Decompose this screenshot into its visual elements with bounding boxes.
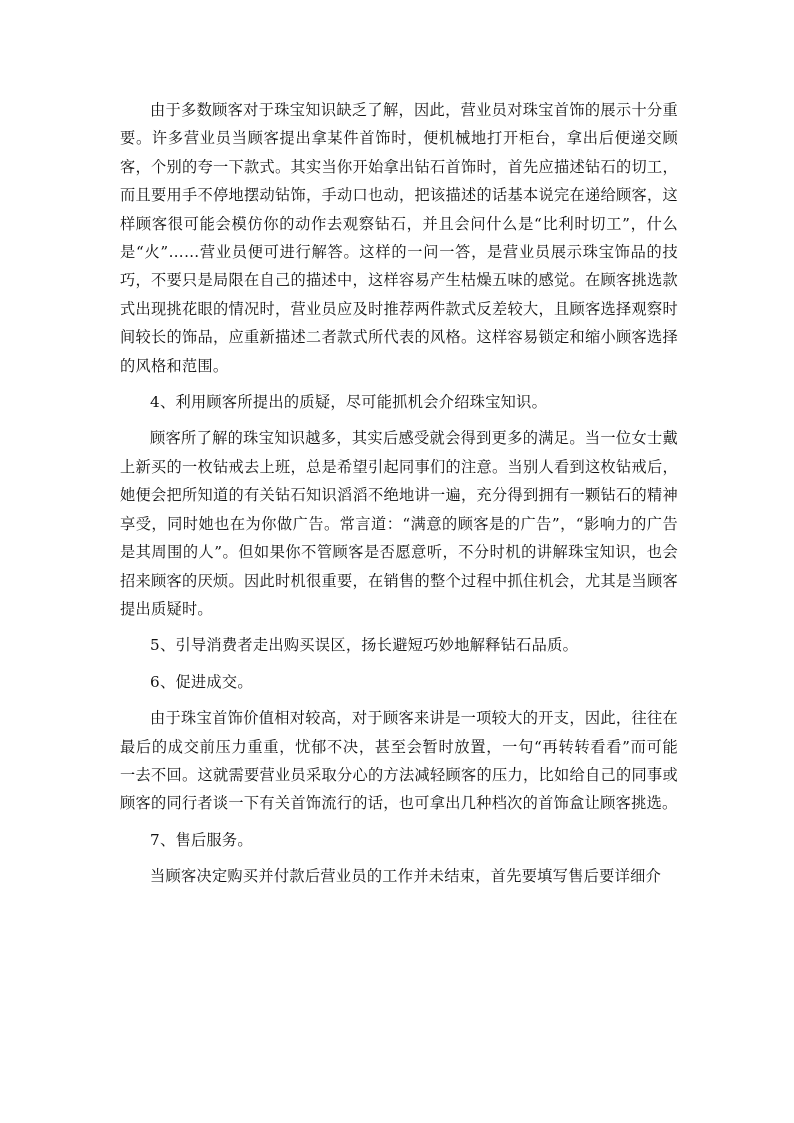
section-heading-5: 5、引导消费者走出购买误区，扬长避短巧妙地解释钻石品质。	[150, 636, 579, 655]
paragraph-after-sales: 当顾客决定购买并付款后营业员的工作并未结束，首先要填写售后要详细介	[150, 867, 662, 886]
section-heading-4: 4、利用顾客所提出的质疑，尽可能抓机会介绍珠宝知识。	[150, 393, 548, 412]
section-heading-6: 6、促进成交。	[150, 672, 253, 691]
paragraph-closing-deal: 由于珠宝首饰价值相对较高，对于顾客来讲是一项较大的开支，因此，往往在最后的成交前压力重重，忧郁不决，甚至会暂时放置，一句“再转转看看”而可能一去不回。这就需要营业员采取分心的方法减轻顾客的压力，比如给自己的同事或顾客的同行者谈一下有关首饰流行的话，也可拿出几种档次的首饰盒让顾客挑选。	[120, 709, 678, 813]
section-heading-7: 7、售后服务。	[150, 830, 253, 849]
paragraph-jewelry-display: 由于多数顾客对于珠宝知识缺乏了解，因此，营业员对珠宝首饰的展示十分重要。许多营业员当顾客提出拿某件首饰时，便机械地打开柜台，拿出后便递交顾客，个别的夸一下款式。其实当你开始拿出钻石首饰时，首先应描述钻石的切工，而且要用手不停地摆动钻饰，手动口也动，把该描述的话基本说完在递给顾客，这样顾客很可能会模仿你的动作去观察钻石，并且会问什么是“比利时切工”，什么是“火”……营业员便可进行解答。这样的一问一答，是营业员展示珠宝饰品的技巧，不要只是局限在自己的描述中，这样容易产生枯燥五味的感觉。在顾客挑选款式出现挑花眼的情况时，营业员应及时推荐两件款式反差较大，且顾客选择观察时间较长的饰品，应重新描述二者款式所代表的风格。这样容易锁定和缩小顾客选择的风格和范围。	[120, 101, 678, 375]
document-page	[120, 96, 678, 899]
paragraph-customer-knowledge: 顾客所了解的珠宝知识越多，其实后感受就会得到更多的满足。当一位女士戴上新买的一枚钻戒去上班，总是希望引起同事们的注意。当别人看到这枚钻戒后，她便会把所知道的有关钻石知识滔滔不绝地讲一遍，充分得到拥有一颗钻石的精神享受，同时她也在为你做广告。常言道：“满意的顾客是的广告”，“影响力的广告是其周围的人”。但如果你不管顾客是否愿意听，不分时机的讲解珠宝知识，也会招来顾客的厌烦。因此时机很重要，在销售的整个过程中抓住机会，尤其是当顾客提出质疑时。	[120, 429, 678, 618]
